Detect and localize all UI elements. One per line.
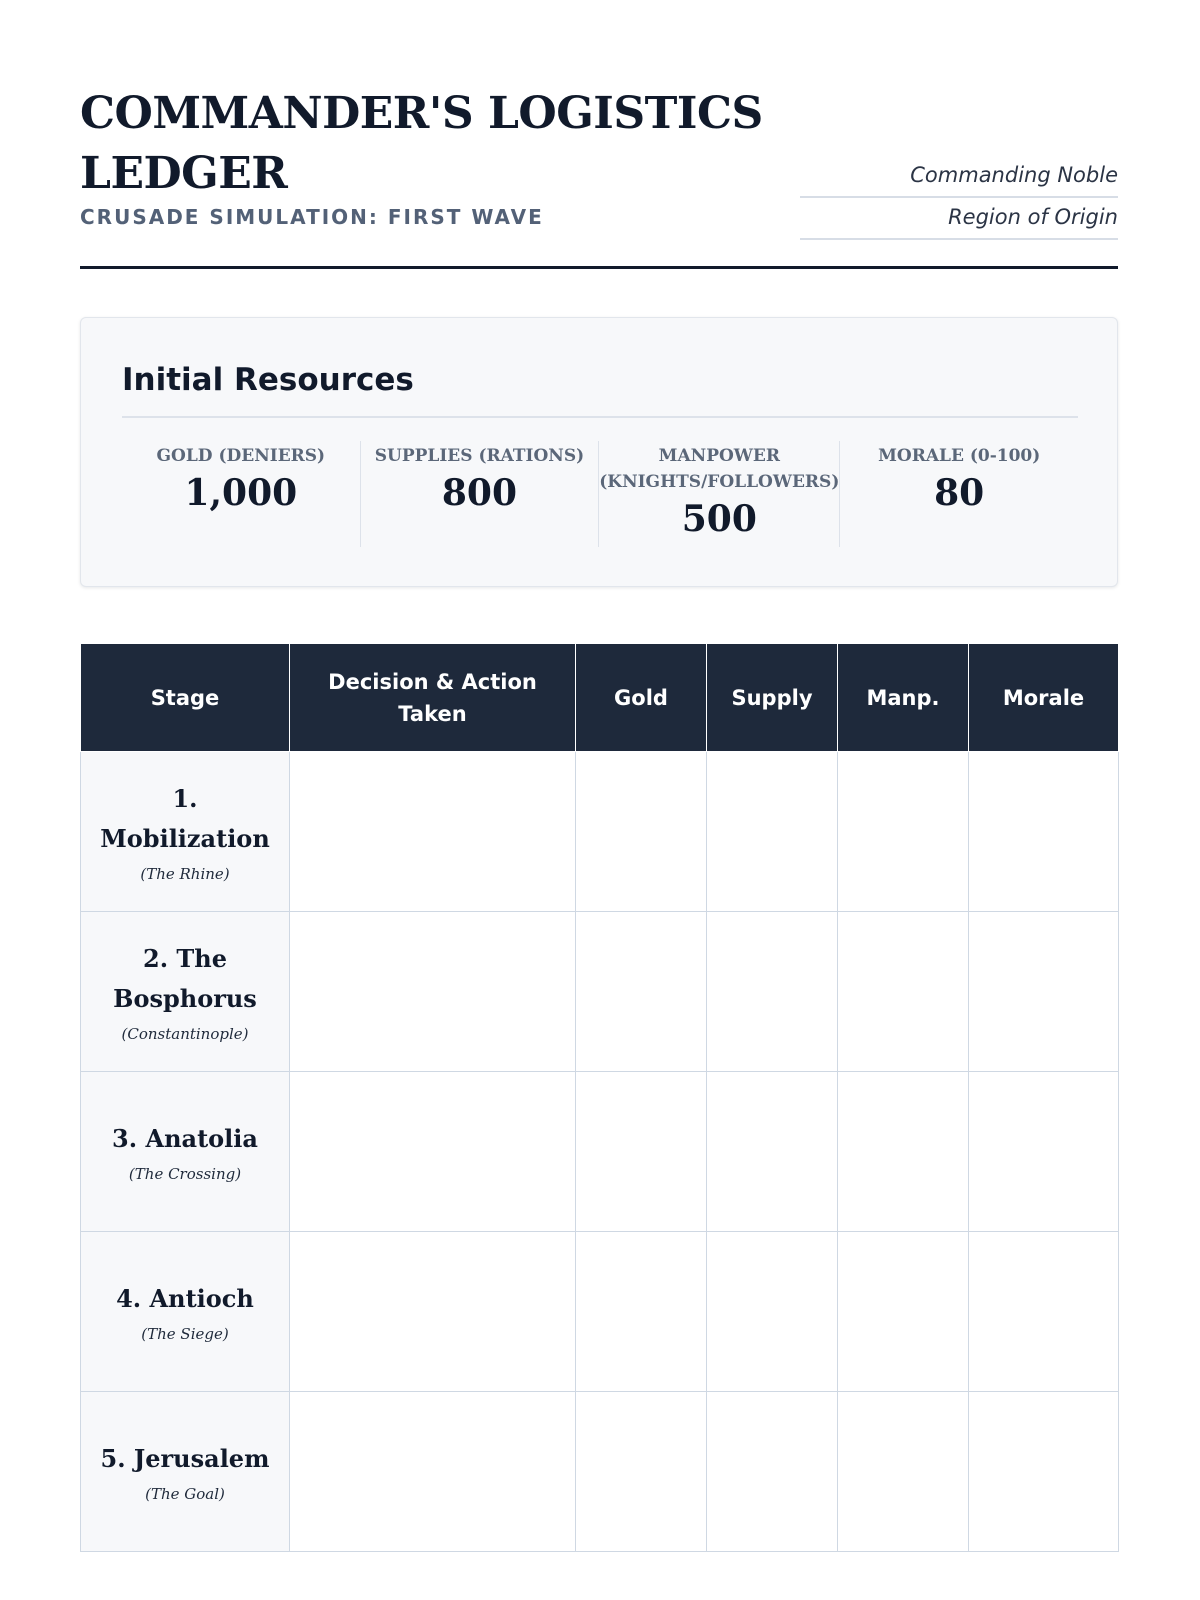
stage-cell bbox=[81, 752, 290, 912]
resource-label: MORALE (0-100) bbox=[878, 446, 1041, 466]
resource-value: 500 bbox=[681, 498, 757, 540]
manpower-cell[interactable] bbox=[838, 752, 969, 912]
column-header-gold: Gold bbox=[576, 644, 707, 752]
column-header-manpower: Manp. bbox=[838, 644, 969, 752]
ledger-header bbox=[80, 84, 1118, 269]
resources-heading: Initial Resources bbox=[122, 360, 1078, 418]
resource-value: 80 bbox=[934, 472, 985, 514]
morale-cell[interactable] bbox=[969, 1072, 1119, 1232]
stage-location: (The Rhine) bbox=[140, 864, 230, 883]
supply-cell[interactable] bbox=[707, 1072, 838, 1232]
resource-supplies bbox=[360, 441, 599, 547]
initial-resources-card bbox=[80, 317, 1118, 587]
page-title: COMMANDER'S LOGISTICS LEDGER bbox=[80, 88, 763, 199]
supply-cell[interactable] bbox=[707, 1392, 838, 1552]
resource-label: GOLD (DENIERS) bbox=[156, 446, 326, 466]
column-header-morale: Morale bbox=[969, 644, 1119, 752]
morale-cell[interactable] bbox=[969, 912, 1119, 1072]
stage-cell bbox=[81, 912, 290, 1072]
logistics-ledger-table bbox=[80, 643, 1119, 1552]
stage-cell bbox=[81, 1392, 290, 1552]
gold-cell[interactable] bbox=[576, 1072, 707, 1232]
decision-cell[interactable] bbox=[290, 1392, 576, 1552]
region-of-origin-field[interactable]: Region of Origin bbox=[800, 200, 1118, 240]
stage-name: 1. Mobilization bbox=[100, 783, 270, 853]
stage-cell bbox=[81, 1232, 290, 1392]
page-subtitle: CRUSADE SIMULATION: FIRST WAVE bbox=[80, 205, 544, 229]
resource-morale bbox=[839, 441, 1078, 547]
gold-cell[interactable] bbox=[576, 1232, 707, 1392]
column-header-supply: Supply bbox=[707, 644, 838, 752]
decision-cell[interactable] bbox=[290, 912, 576, 1072]
stage-location: (Constantinople) bbox=[121, 1024, 249, 1043]
stage-cell bbox=[81, 1072, 290, 1232]
gold-cell[interactable] bbox=[576, 1392, 707, 1552]
manpower-cell[interactable] bbox=[838, 1232, 969, 1392]
table-row bbox=[81, 1392, 1119, 1552]
resource-value: 800 bbox=[441, 472, 518, 514]
resource-value: 1,000 bbox=[184, 472, 298, 514]
stage-name: 2. The Bosphorus bbox=[113, 943, 257, 1013]
table-row bbox=[81, 912, 1119, 1072]
morale-cell[interactable] bbox=[969, 752, 1119, 912]
column-header-stage: Stage bbox=[81, 644, 290, 752]
table-header-row bbox=[81, 644, 1119, 752]
table-row bbox=[81, 1232, 1119, 1392]
manpower-cell[interactable] bbox=[838, 912, 969, 1072]
commanding-noble-field[interactable]: Commanding Noble bbox=[800, 158, 1118, 198]
stage-name: 3. Anatolia bbox=[112, 1123, 258, 1153]
morale-cell[interactable] bbox=[969, 1392, 1119, 1552]
gold-cell[interactable] bbox=[576, 912, 707, 1072]
resource-label: MANPOWER (KNIGHTS/FOLLOWERS) bbox=[599, 446, 840, 492]
supply-cell[interactable] bbox=[707, 752, 838, 912]
manpower-cell[interactable] bbox=[838, 1072, 969, 1232]
manpower-cell[interactable] bbox=[838, 1392, 969, 1552]
resource-gold bbox=[122, 441, 360, 547]
resource-manpower bbox=[598, 441, 839, 547]
signature-fields bbox=[800, 158, 1118, 240]
stage-name: 5. Jerusalem bbox=[100, 1443, 270, 1473]
column-header-decision: Decision & Action Taken bbox=[290, 644, 576, 752]
resource-label: SUPPLIES (RATIONS) bbox=[374, 446, 585, 466]
stage-name: 4. Antioch bbox=[116, 1283, 254, 1313]
decision-cell[interactable] bbox=[290, 1232, 576, 1392]
supply-cell[interactable] bbox=[707, 1232, 838, 1392]
table-row bbox=[81, 752, 1119, 912]
decision-cell[interactable] bbox=[290, 752, 576, 912]
gold-cell[interactable] bbox=[576, 752, 707, 912]
table-row bbox=[81, 1072, 1119, 1232]
stage-location: (The Siege) bbox=[141, 1324, 229, 1343]
decision-cell[interactable] bbox=[290, 1072, 576, 1232]
stage-location: (The Goal) bbox=[145, 1484, 225, 1503]
stage-location: (The Crossing) bbox=[128, 1164, 242, 1183]
morale-cell[interactable] bbox=[969, 1232, 1119, 1392]
resources-grid bbox=[122, 441, 1078, 547]
supply-cell[interactable] bbox=[707, 912, 838, 1072]
